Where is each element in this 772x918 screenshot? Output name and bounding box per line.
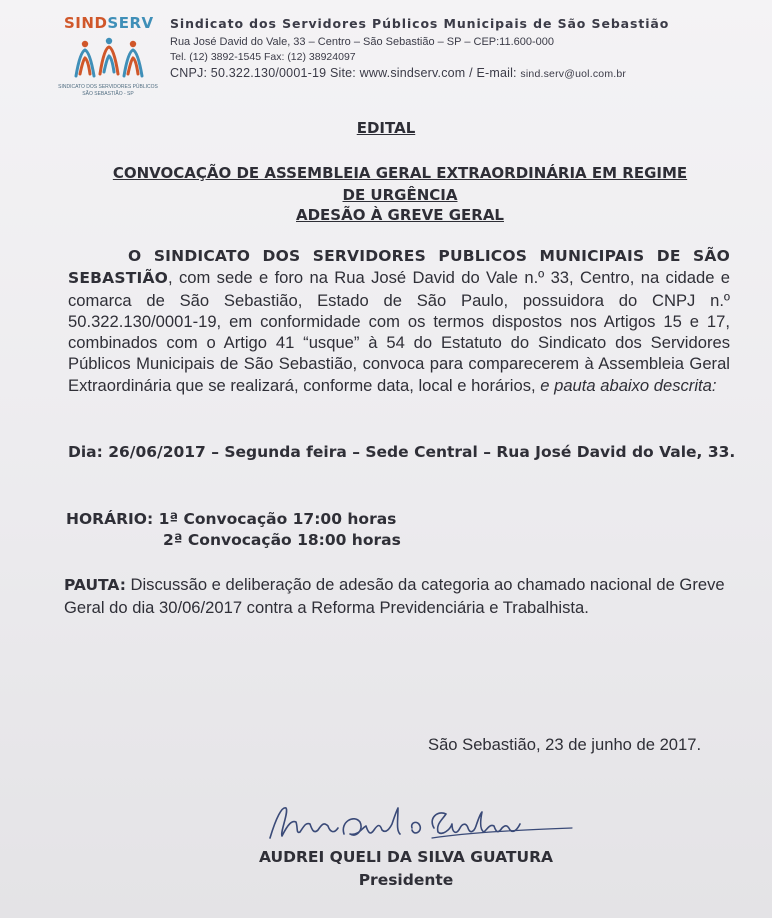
union-name: Sindicato dos Servidores Públicos Municipais de São Sebastião bbox=[170, 16, 670, 31]
signer-role: Presidente bbox=[358, 871, 454, 889]
union-phone: Tel. (12) 3892-1545 Fax: (12) 38924097 bbox=[170, 51, 356, 63]
schedule-label: HORÁRIO: bbox=[66, 510, 154, 528]
meeting-day-place: Dia: 26/06/2017 – Segunda feira – Sede Central – Rua José David do Vale, 33. bbox=[68, 443, 736, 461]
convocation-heading-line2: DE URGÊNCIA bbox=[342, 186, 458, 204]
meeting-schedule bbox=[66, 509, 401, 551]
union-name-bold: O SINDICATO DOS SERVIDORES PUBLICOS MUNICIPAIS DE SÃO SEBASTIÃO bbox=[68, 247, 730, 288]
intro-paragraph bbox=[68, 245, 730, 396]
handwritten-signature bbox=[262, 798, 582, 848]
meeting-agenda bbox=[64, 574, 744, 618]
convocation-heading-line1: CONVOCAÇÃO DE ASSEMBLEIA GERAL EXTRAORDINÁRIA EM REGIME bbox=[112, 164, 688, 182]
signer-name: AUDREI QUELI DA SILVA GUATURA bbox=[258, 848, 554, 866]
sindserv-logo bbox=[58, 12, 158, 107]
logo-wordmark: SINDSERV bbox=[64, 14, 154, 32]
first-call-time: 1ª Convocação 17:00 horas bbox=[158, 510, 397, 528]
agenda-text: Discussão e deliberação de adesão da categoria ao chamado nacional de Greve Geral do dia 30/06/2017 contra a Reforma Previdenciária e Trabalhista. bbox=[64, 575, 725, 617]
people-figures-icon bbox=[72, 36, 146, 82]
second-call-time: 2ª Convocação 18:00 horas bbox=[163, 531, 401, 549]
union-address: Rua José David do Vale, 33 – Centro – São Sebastião – SP – CEP:11.600-000 bbox=[170, 36, 555, 48]
dateline: São Sebastião, 23 de junho de 2017. bbox=[428, 735, 702, 754]
union-email: sind.serv@uol.com.br bbox=[520, 68, 627, 80]
intro-tail: e pauta abaixo descrita: bbox=[540, 375, 717, 395]
intro-text: , com sede e foro na Rua José David do Vale n.º 33, Centro, na cidade e comarca de São Sebastião, Estado de São Paulo, possuidora do CNPJ n.º 50.322.130/0001-19, em conformidade com os termos dispostos nos Artigos 15 e 17, combinados com o Artigo 41 “usque” à 54 do Estatuto do Sindicato dos Servidores Públicos Municipais de São Sebastião, convoca para comparecerem à Assembleia Geral Extraordinária que se realizará, conforme data, local e horários, bbox=[68, 268, 730, 395]
cnpj-site-text: CNPJ: 50.322.130/0001-19 Site: www.sindserv.com / E-mail: bbox=[170, 66, 517, 80]
logo-caption: SINDICATO DOS SERVIDORES PÚBLICOS SÃO SEBASTIÃO - SP bbox=[58, 84, 158, 97]
edital-heading: EDITAL bbox=[356, 119, 416, 137]
agenda-label: PAUTA: bbox=[64, 576, 126, 594]
union-cnpj-site bbox=[170, 66, 626, 80]
strike-heading: ADESÃO À GREVE GERAL bbox=[296, 206, 504, 224]
